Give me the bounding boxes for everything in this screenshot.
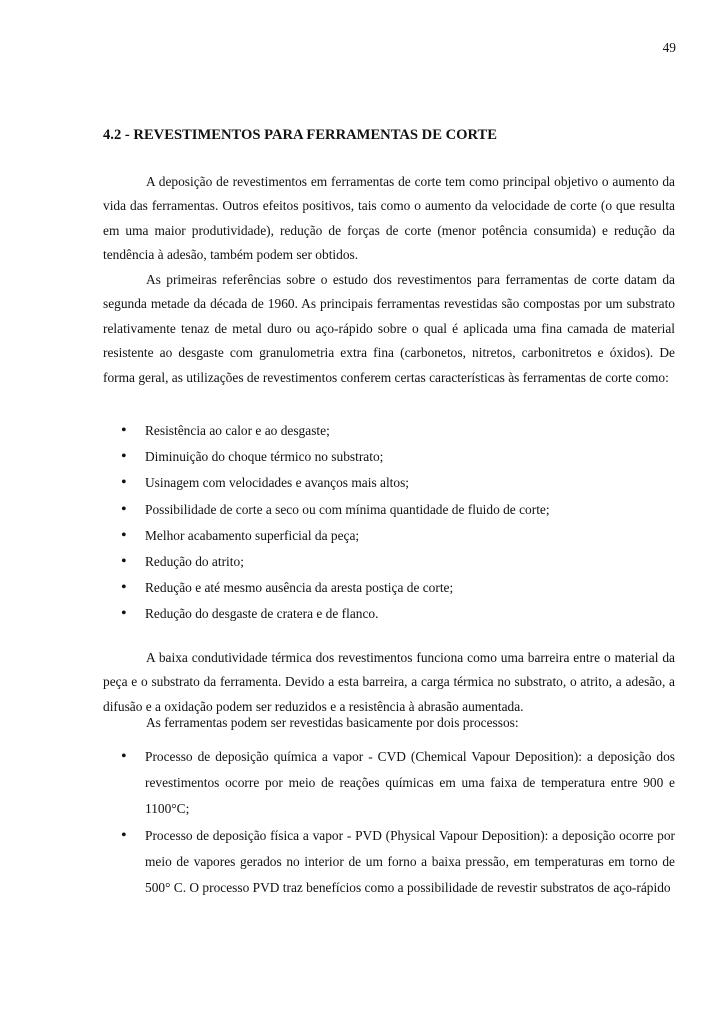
list-item: • Processo de deposição química a vapor - CVD (Chemical Vapour Deposition): a deposição dos revestimentos ocorre por meio de reações químicas em uma faixa de temperatura entre 900 e 1100°C;	[103, 744, 675, 823]
list-item: • Resistência ao calor e ao desgaste;	[103, 418, 675, 444]
paragraph-intro: A deposição de revestimentos em ferramentas de corte tem como principal objetivo o aumento da vida das ferramentas. Outros efeitos positivos, tais como o aumento da velocidade de corte (o que resulta em uma maior produtividade), redução de forças de corte (menor potência consumida) e redução da tendência à adesão, também podem ser obtidos.	[103, 174, 675, 263]
list-item: • Redução do atrito;	[103, 549, 675, 575]
list-item: • Redução do desgaste de cratera e de flanco.	[103, 601, 675, 627]
list-item: • Melhor acabamento superficial da peça;	[103, 523, 675, 549]
list-item: • Processo de deposição física a vapor - PVD (Physical Vapour Deposition): a deposição ocorre por meio de vapores gerados no interior de um forno a baixa pressão, em temperaturas em torno de 500° C. O processo PVD traz benefícios como a possibilidade de revestir substratos de aço-rápido	[103, 823, 675, 902]
page-number: 49	[662, 40, 676, 55]
list-item: • Usinagem com velocidades e avanços mais altos;	[103, 470, 675, 496]
paragraph-conductivity: A baixa condutividade térmica dos revestimentos funciona como uma barreira entre o material da peça e o substrato da ferramenta. Devido a esta barreira, a carga térmica no substrato, o atrito, a adesão, a difusão e a oxidação podem ser reduzidos e a resistência à abrasão aumentada.	[103, 650, 675, 714]
list-item: • Possibilidade de corte a seco ou com mínima quantidade de fluido de corte;	[103, 497, 675, 523]
paragraph-history: As primeiras referências sobre o estudo dos revestimentos para ferramentas de corte datam da segunda metade da década de 1960. As principais ferramentas revestidas são compostas por um substrato relativamente tenaz de metal duro ou aço-rápido sobre o qual é aplicada uma fina camada de material resistente ao desgaste com granulometria extra fina (carbonetos, nitretos, carbonitretos e óxidos). De forma geral, as utilizações de revestimentos conferem certas características às ferramentas de corte como:	[103, 272, 675, 385]
list-item: • Diminuição do choque térmico no substrato;	[103, 444, 675, 470]
benefits-list	[103, 418, 675, 628]
list-item: • Redução e até mesmo ausência da aresta postiça de corte;	[103, 575, 675, 601]
processes-list	[103, 744, 675, 901]
section-heading: 4.2 - REVESTIMENTOS PARA FERRAMENTAS DE CORTE	[103, 127, 497, 143]
paragraph-processes-intro: As ferramentas podem ser revestidas basicamente por dois processos:	[146, 715, 519, 730]
